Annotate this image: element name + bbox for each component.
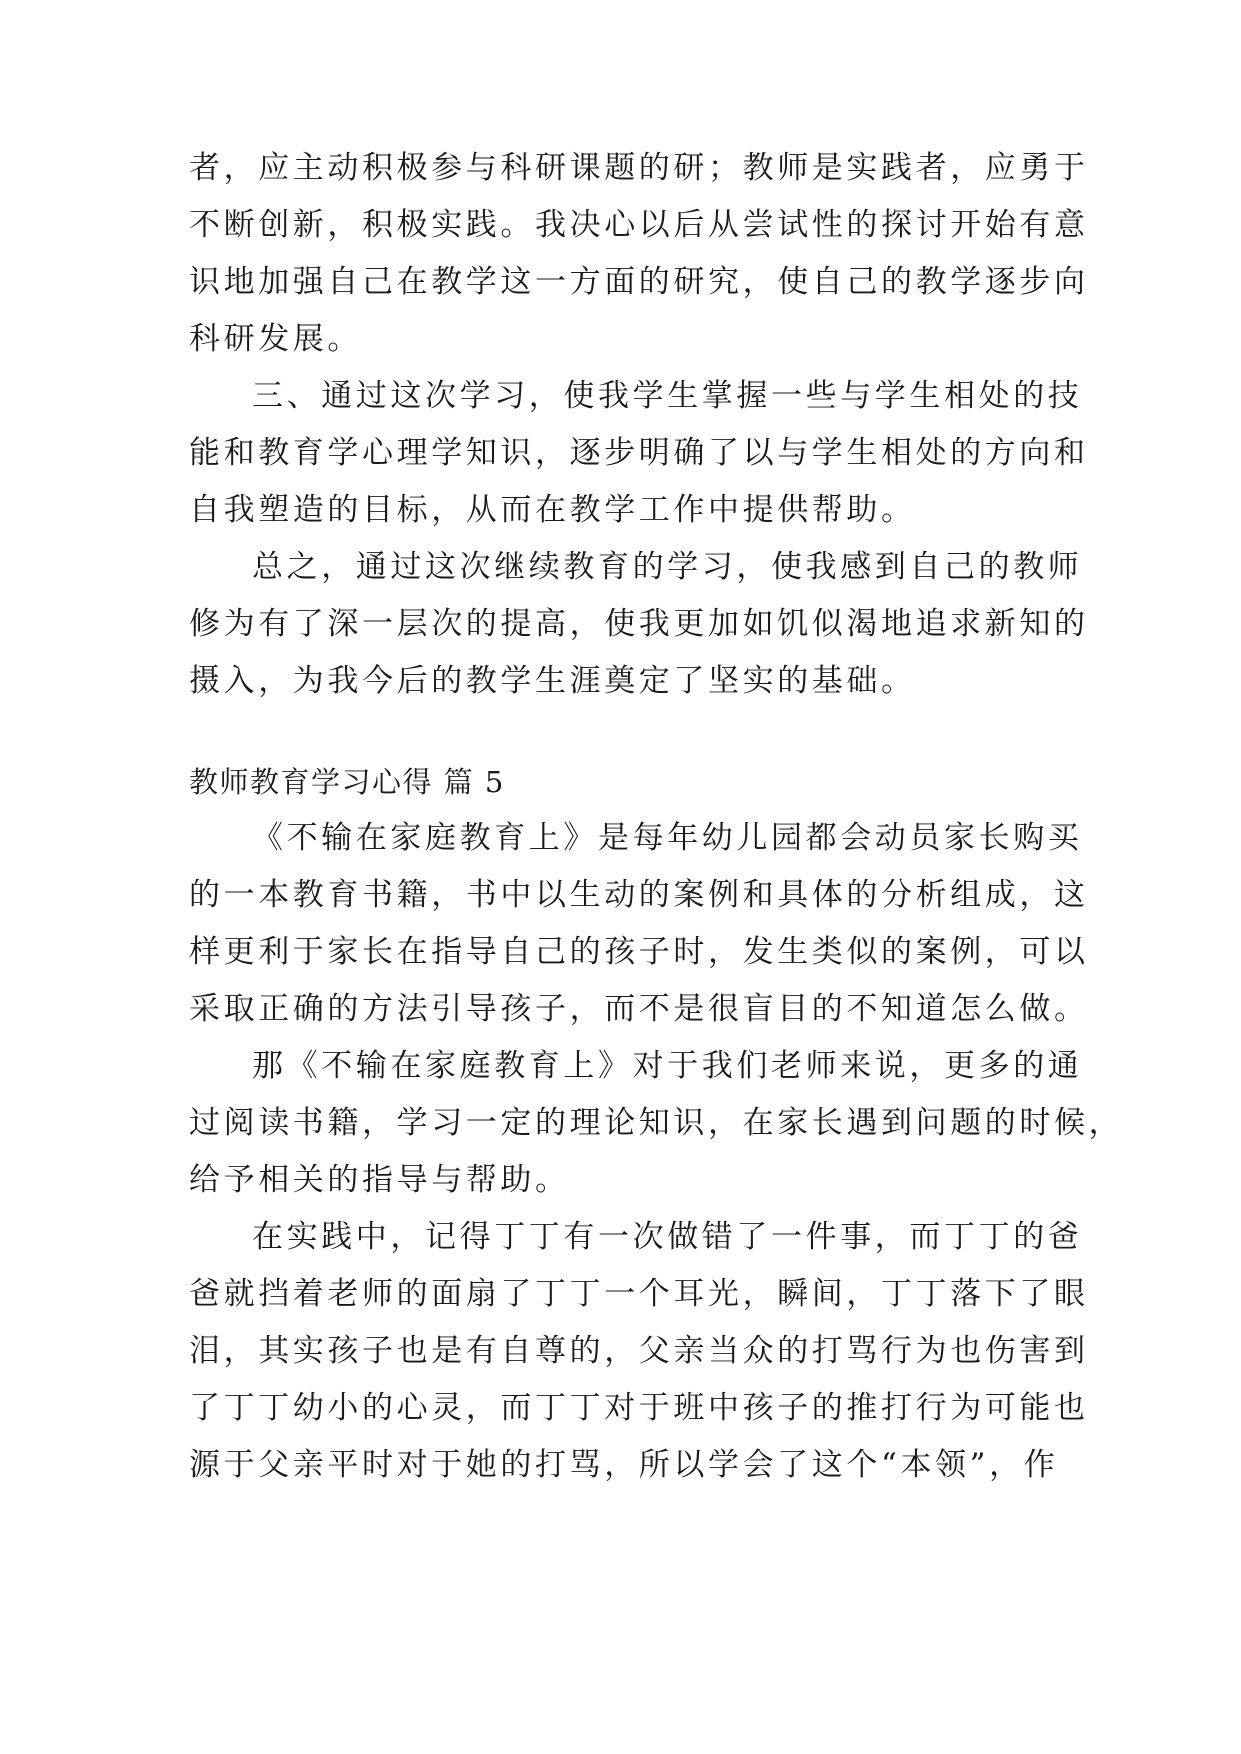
paragraph-line: 给予相关的指导与帮助。 bbox=[189, 1162, 570, 1198]
paragraph-line: 摄入，为我今后的教学生涯奠定了坚实的基础。 bbox=[189, 663, 916, 699]
paragraph-line: 爸就挡着老师的面扇了丁丁一个耳光，瞬间，丁丁落下了眼 bbox=[189, 1276, 1089, 1312]
paragraph-line: 自我塑造的目标，从而在教学工作中提供帮助。 bbox=[189, 492, 916, 528]
paragraph-line: 修为有了深一层次的提高，使我更加如饥似渴地追求新知的 bbox=[189, 606, 1089, 642]
paragraph-line: 识地加强自己在教学这一方面的研究，使自己的教学逐步向 bbox=[189, 264, 1089, 300]
paragraph-line: 样更利于家长在指导自己的孩子时，发生类似的案例，可以 bbox=[189, 934, 1089, 970]
section-heading: 教师教育学习心得 篇 5 bbox=[189, 765, 505, 799]
paragraph-line: 采取正确的方法引导孩子，而不是很盲目的不知道怎么做。 bbox=[189, 991, 1089, 1027]
paragraph-line: 能和教育学心理学知识，逐步明确了以与学生相处的方向和 bbox=[189, 435, 1089, 471]
paragraph-line: 不断创新，积极实践。我决心以后从尝试性的探讨开始有意 bbox=[189, 207, 1089, 243]
paragraph-line: 的一本教育书籍，书中以生动的案例和具体的分析组成，这 bbox=[189, 877, 1089, 913]
paragraph-line: 泪，其实孩子也是有自尊的，父亲当众的打骂行为也伤害到 bbox=[189, 1333, 1089, 1369]
paragraph-line: 《不输在家庭教育上》是每年幼儿园都会动员家长购买 bbox=[252, 820, 1083, 856]
paragraph-line: 三、通过这次学习，使我学生掌握一些与学生相处的技 bbox=[252, 378, 1083, 414]
paragraph-line: 者，应主动积极参与科研课题的研；教师是实践者，应勇于 bbox=[189, 150, 1089, 186]
paragraph-line: 那《不输在家庭教育上》对于我们老师来说，更多的通 bbox=[252, 1048, 1083, 1084]
paragraph-line: 了丁丁幼小的心灵，而丁丁对于班中孩子的推打行为可能也 bbox=[189, 1390, 1089, 1426]
paragraph-line: 总之，通过这次继续教育的学习，使我感到自己的教师 bbox=[252, 549, 1083, 585]
paragraph-line: 过阅读书籍，学习一定的理论知识，在家长遇到问题的时候， bbox=[189, 1105, 1124, 1141]
paragraph-line: 科研发展。 bbox=[189, 321, 362, 357]
paragraph-line: 在实践中，记得丁丁有一次做错了一件事，而丁丁的爸 bbox=[252, 1219, 1083, 1255]
paragraph-line: 源于父亲平时对于她的打骂，所以学会了这个“本领”，作 bbox=[189, 1447, 1059, 1483]
